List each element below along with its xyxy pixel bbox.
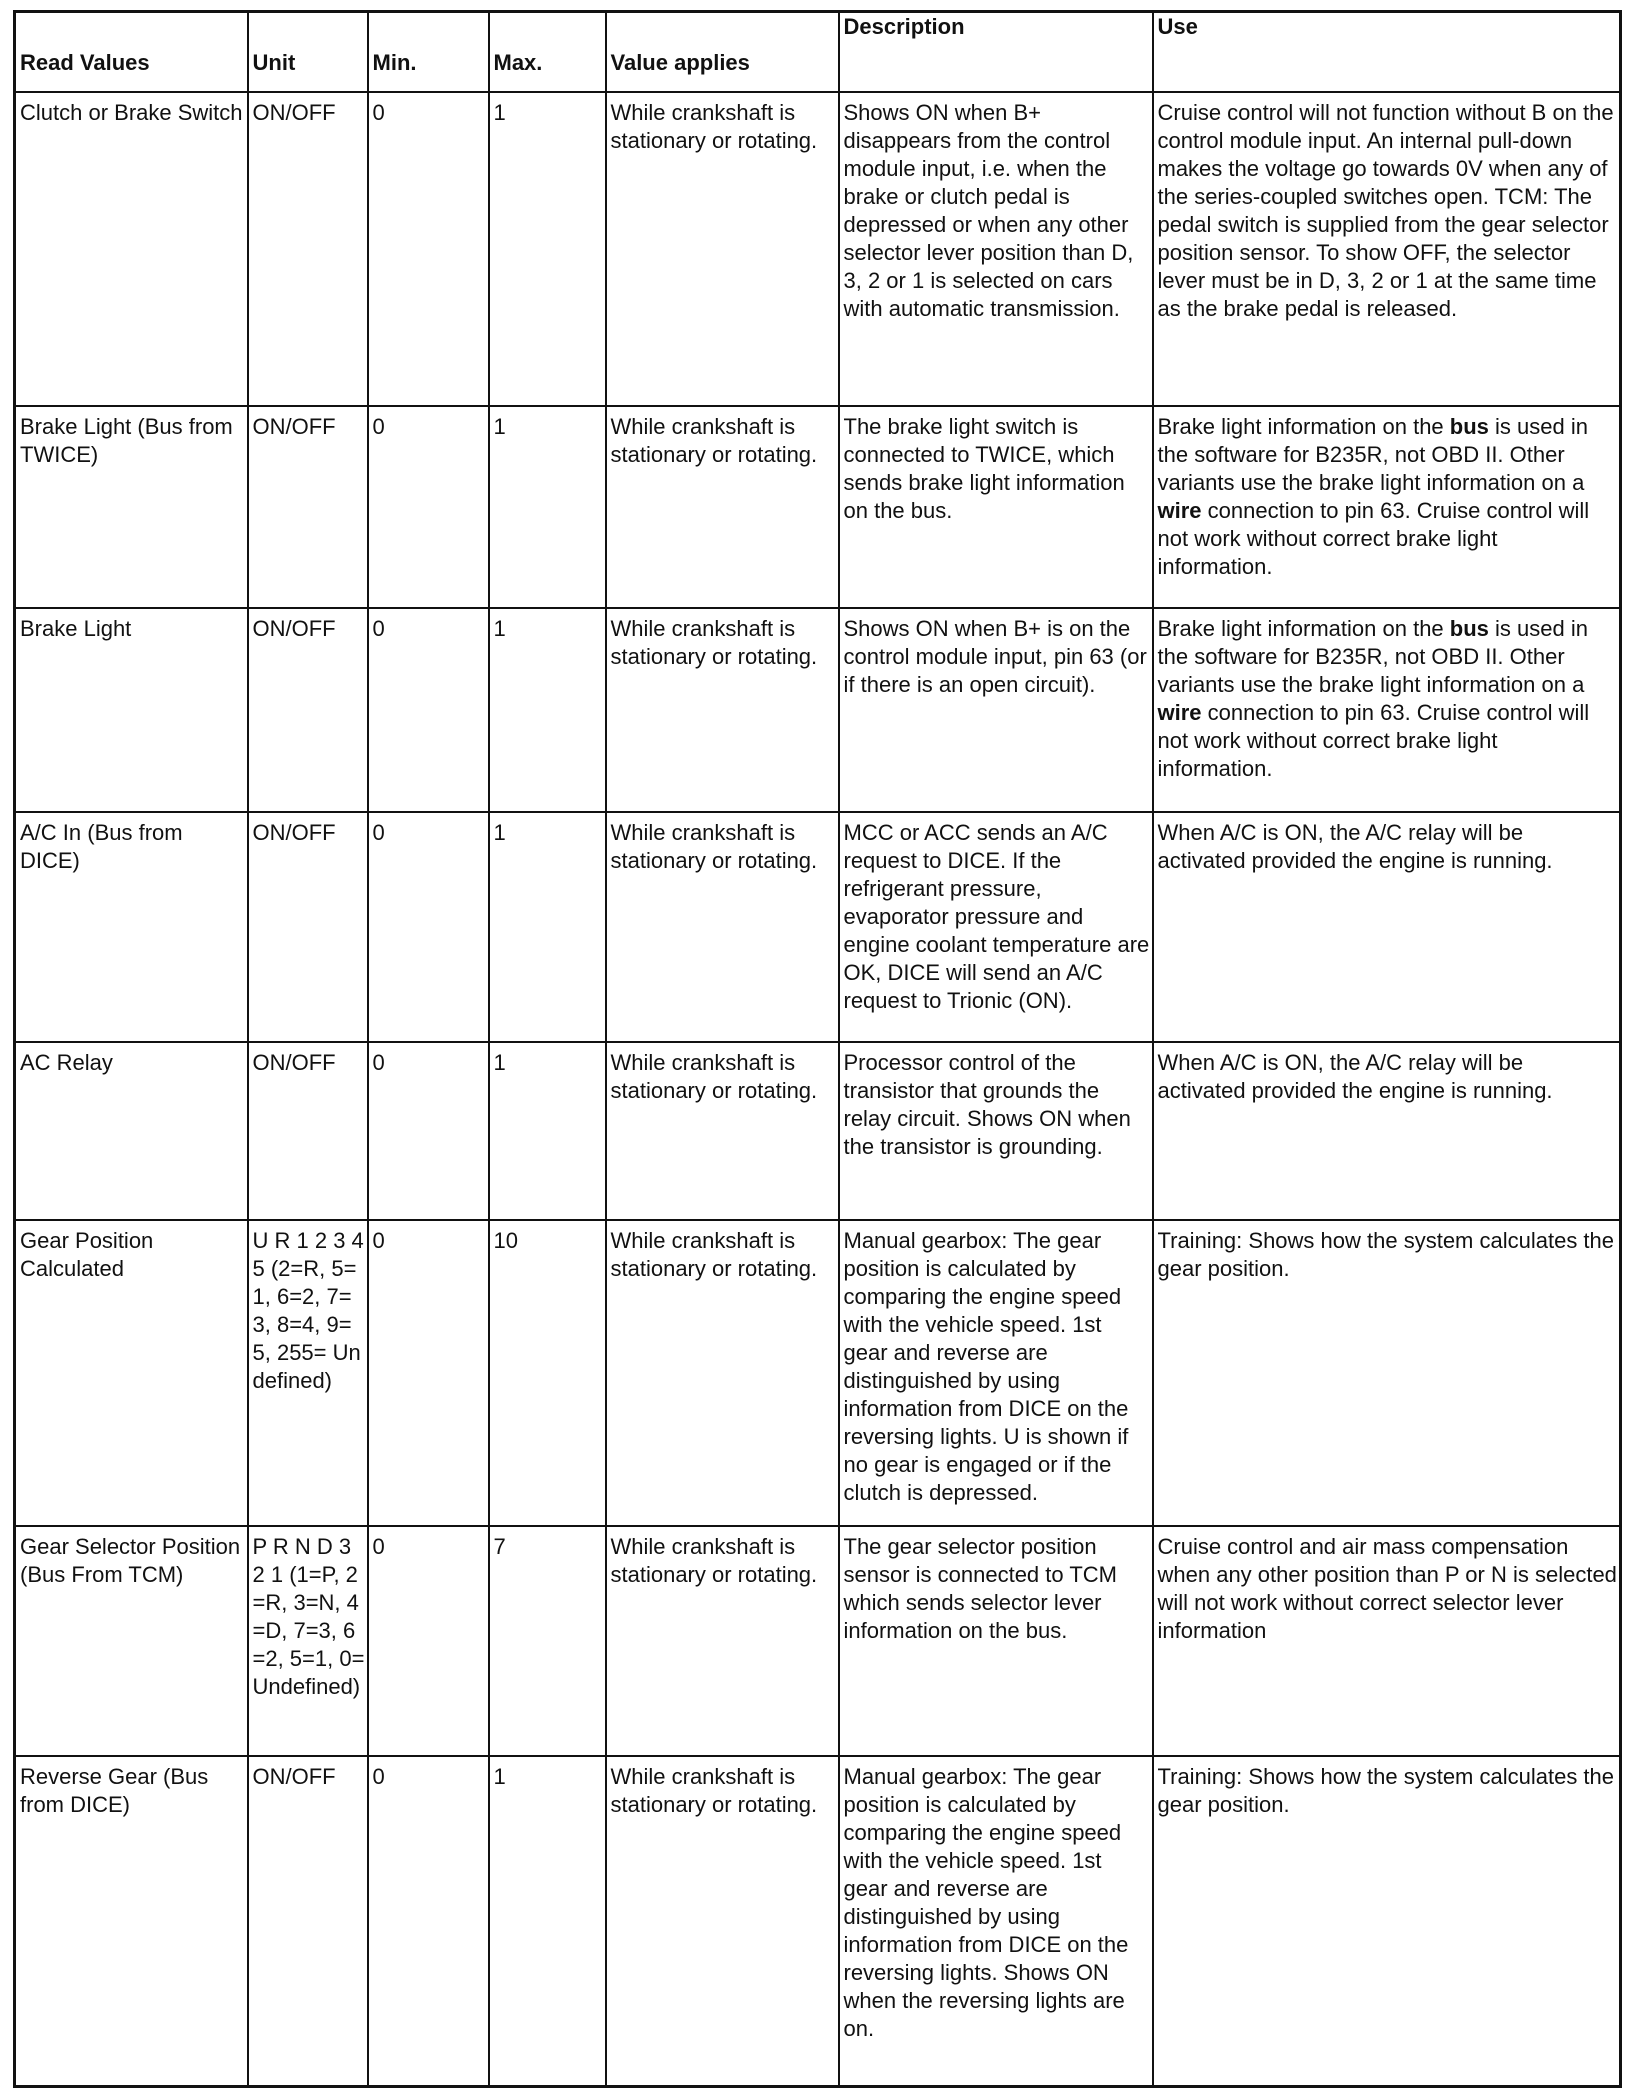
min-cell: 0: [368, 1756, 489, 2087]
value-applies-cell: While crankshaft is stationary or rotating.: [606, 1220, 839, 1526]
header-unit: Unit: [248, 12, 368, 93]
description-cell: Shows ON when B+ disappears from the control module input, i.e. when the brake or clutch pedal is depressed or when any other selector lever position than D, 3, 2 or 1 is selected on cars with automatic transmission.: [839, 92, 1153, 406]
max-cell: 1: [489, 812, 606, 1042]
description-cell: Processor control of the transistor that grounds the relay circuit. Shows ON when the transistor is grounding.: [839, 1042, 1153, 1220]
use-text-part: connection to pin 63. Cruise control will not work without correct brake light information.: [1157, 700, 1590, 781]
use-text-part: connection to pin 63. Cruise control will not work without correct brake light information.: [1157, 498, 1590, 579]
unit-cell: ON/OFF: [248, 1042, 368, 1220]
read-values-table: [13, 10, 1622, 2088]
header-description: Description: [839, 12, 1153, 93]
unit-cell: ON/OFF: [248, 812, 368, 1042]
description-cell: MCC or ACC sends an A/C request to DICE. If the refrigerant pressure, evaporator pressure and engine coolant temperature are OK, DICE will send an A/C request to Trionic (ON).: [839, 812, 1153, 1042]
description-cell: Manual gearbox: The gear position is calculated by comparing the engine speed with the vehicle speed. 1st gear and reverse are distinguished by using information from DICE on the reversing lights. U is shown if no gear is engaged or if the clutch is depressed.: [839, 1220, 1153, 1526]
header-value-applies: Value applies: [606, 12, 839, 93]
unit-cell: ON/OFF: [248, 92, 368, 406]
max-cell: 7: [489, 1526, 606, 1756]
use-cell: Training: Shows how the system calculates the gear position.: [1153, 1756, 1621, 2087]
value-applies-cell: While crankshaft is stationary or rotating.: [606, 1042, 839, 1220]
description-cell: The brake light switch is connected to TWICE, which sends brake light information on the bus.: [839, 406, 1153, 608]
value-applies-cell: While crankshaft is stationary or rotating.: [606, 1756, 839, 2087]
table-row: [15, 92, 1621, 406]
header-row: [15, 12, 1621, 93]
max-cell: 1: [489, 1756, 606, 2087]
description-cell: The gear selector position sensor is connected to TCM which sends selector lever information on the bus.: [839, 1526, 1153, 1756]
header-read-values: Read Values: [15, 12, 248, 93]
table-row: [15, 608, 1621, 812]
max-cell: 1: [489, 608, 606, 812]
table-row: [15, 1220, 1621, 1526]
use-cell: [1153, 406, 1621, 608]
use-cell: When A/C is ON, the A/C relay will be activated provided the engine is running.: [1153, 812, 1621, 1042]
max-cell: 10: [489, 1220, 606, 1526]
use-bold-bus: bus: [1449, 414, 1489, 439]
value-applies-cell: While crankshaft is stationary or rotating.: [606, 812, 839, 1042]
table-row: [15, 1526, 1621, 1756]
table-row: [15, 406, 1621, 608]
header-max: Max.: [489, 12, 606, 93]
header-min: Min.: [368, 12, 489, 93]
read-value-cell: Reverse Gear (Bus from DICE): [15, 1756, 248, 2087]
table-row: [15, 1756, 1621, 2087]
use-text-part: Brake light information on the: [1157, 616, 1450, 641]
use-bold-wire: wire: [1157, 700, 1202, 725]
max-cell: 1: [489, 92, 606, 406]
min-cell: 0: [368, 1220, 489, 1526]
value-applies-cell: While crankshaft is stationary or rotating.: [606, 406, 839, 608]
min-cell: 0: [368, 608, 489, 812]
min-cell: 0: [368, 812, 489, 1042]
use-bold-wire: wire: [1157, 498, 1202, 523]
min-cell: 0: [368, 406, 489, 608]
unit-cell: P R N D 3 2 1 (1=P, 2=R, 3=N, 4=D, 7=3, 6=2, 5=1, 0= Undefined): [248, 1526, 368, 1756]
use-text-part: Brake light information on the: [1157, 414, 1450, 439]
read-value-cell: Gear Selector Position (Bus From TCM): [15, 1526, 248, 1756]
unit-cell: ON/OFF: [248, 406, 368, 608]
max-cell: 1: [489, 1042, 606, 1220]
use-cell: Cruise control will not function without B on the control module input. An internal pull-down makes the voltage go towards 0V when any of the series-coupled switches open. TCM: The pedal switch is supplied from the gear selector position sensor. To show OFF, the selector lever must be in D, 3, 2 or 1 at the same time as the brake pedal is released.: [1153, 92, 1621, 406]
header-use: Use: [1153, 12, 1621, 93]
use-cell: [1153, 608, 1621, 812]
read-value-cell: Clutch or Brake Switch: [15, 92, 248, 406]
read-value-cell: Brake Light (Bus from TWICE): [15, 406, 248, 608]
use-cell: When A/C is ON, the A/C relay will be activated provided the engine is running.: [1153, 1042, 1621, 1220]
use-cell: Training: Shows how the system calculates the gear position.: [1153, 1220, 1621, 1526]
description-cell: Manual gearbox: The gear position is calculated by comparing the engine speed with the vehicle speed. 1st gear and reverse are distinguished by using information from DICE on the reversing lights. Shows ON when the reversing lights are on.: [839, 1756, 1153, 2087]
use-text-part: is used in the software for B235R, not OBD II. Other variants use the brake light information on a: [1157, 616, 1588, 697]
table-row: [15, 812, 1621, 1042]
use-bold-bus: bus: [1449, 616, 1489, 641]
unit-cell: U R 1 2 3 4 5 (2=R, 5=1, 6=2, 7=3, 8=4, 9=5, 255= Undefined): [248, 1220, 368, 1526]
max-cell: 1: [489, 406, 606, 608]
description-cell: Shows ON when B+ is on the control module input, pin 63 (or if there is an open circuit).: [839, 608, 1153, 812]
value-applies-cell: While crankshaft is stationary or rotating.: [606, 1526, 839, 1756]
value-applies-cell: While crankshaft is stationary or rotating.: [606, 92, 839, 406]
value-applies-cell: While crankshaft is stationary or rotating.: [606, 608, 839, 812]
use-cell: Cruise control and air mass compensation when any other position than P or N is selected will not work without correct selector lever information: [1153, 1526, 1621, 1756]
read-value-cell: Gear Position Calculated: [15, 1220, 248, 1526]
unit-cell: ON/OFF: [248, 1756, 368, 2087]
min-cell: 0: [368, 1526, 489, 1756]
read-value-cell: Brake Light: [15, 608, 248, 812]
unit-cell: ON/OFF: [248, 608, 368, 812]
use-text-part: is used in the software for B235R, not OBD II. Other variants use the brake light information on a: [1157, 414, 1588, 495]
min-cell: 0: [368, 1042, 489, 1220]
read-value-cell: A/C In (Bus from DICE): [15, 812, 248, 1042]
min-cell: 0: [368, 92, 489, 406]
read-value-cell: AC Relay: [15, 1042, 248, 1220]
table-row: [15, 1042, 1621, 1220]
